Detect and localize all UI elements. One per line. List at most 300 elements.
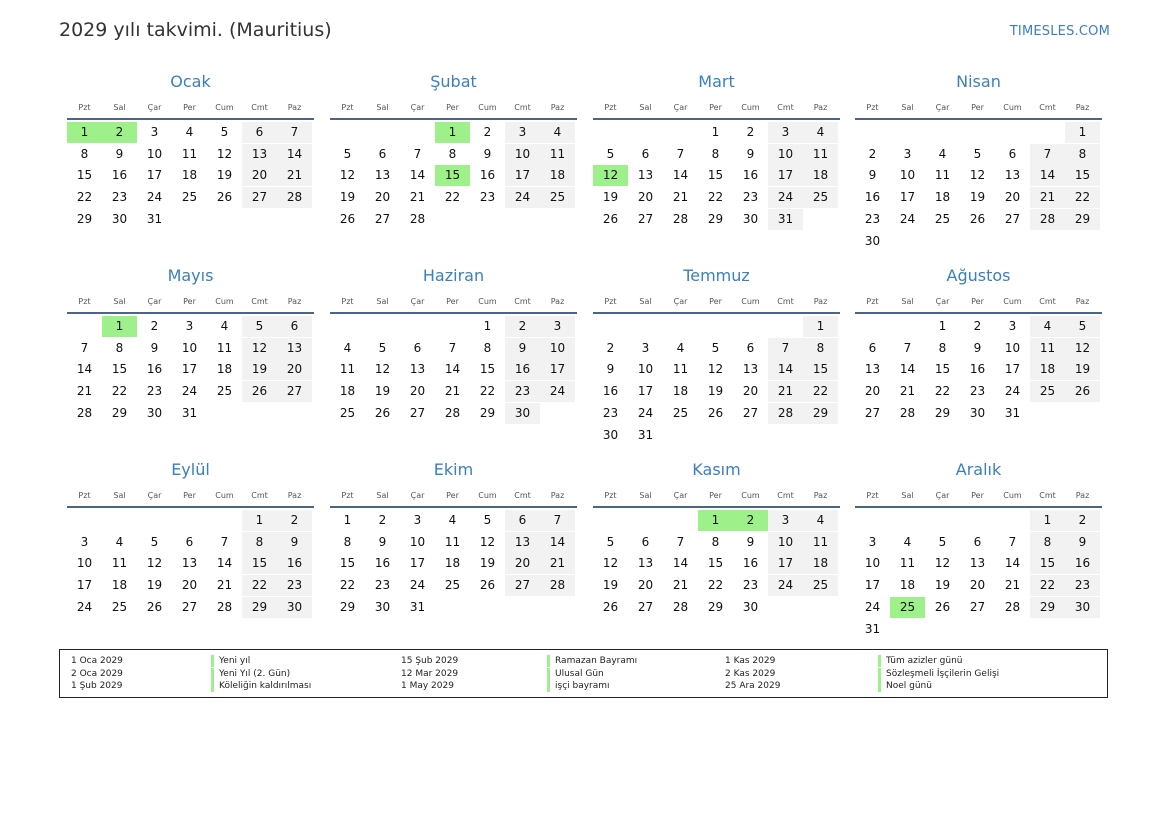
day-cell: 20: [1004, 190, 1021, 205]
day-cell: 11: [111, 556, 128, 571]
legend-holiday-name: Tüm azizler günü: [878, 655, 962, 667]
weekday-label: Paz: [550, 103, 565, 112]
day-cell: 26: [934, 599, 951, 614]
day-cell: 23: [969, 384, 986, 399]
day-cell: 5: [150, 534, 159, 549]
day-cell: 30: [864, 233, 881, 248]
weekday-label: Paz: [550, 297, 565, 306]
weekday-label: Sal: [901, 297, 914, 306]
day-cell: 21: [76, 384, 93, 399]
day-cell: 4: [220, 319, 229, 333]
weekday-label: Paz: [287, 491, 302, 500]
day-cell: 17: [181, 362, 198, 377]
day-cell: 25: [339, 405, 356, 420]
day-cell: 23: [602, 405, 619, 420]
day-cell: 18: [934, 190, 951, 205]
day-cell: 7: [1008, 534, 1017, 549]
day-cell: 27: [637, 211, 654, 226]
day-cell: 15: [707, 168, 724, 183]
day-cell: 11: [339, 362, 356, 377]
day-cell: 8: [343, 534, 352, 549]
weekday-label: Cmt: [251, 103, 268, 112]
day-cell: 17: [505, 165, 540, 186]
day-cell: 24: [637, 405, 654, 420]
day-cell: 22: [479, 384, 496, 399]
day-cell: 12: [146, 556, 163, 571]
day-cell: 5: [973, 146, 982, 161]
weekday-label: Pzt: [78, 103, 91, 112]
day-cell: 27: [374, 211, 391, 226]
day-cell: 4: [115, 534, 124, 549]
day-cell: 1: [938, 319, 947, 333]
day-cell: 29: [339, 599, 356, 614]
day-cell: 15: [934, 362, 951, 377]
day-cell: 1: [711, 125, 720, 139]
day-cell: 22: [1030, 575, 1065, 596]
weekday-header: [330, 297, 577, 309]
day-cell: 5: [220, 125, 229, 139]
day-cell: 28: [216, 599, 233, 614]
day-cell: 26: [339, 211, 356, 226]
weekday-label: Per: [709, 103, 722, 112]
weekday-label: Paz: [813, 103, 828, 112]
day-cell: 16: [1065, 553, 1100, 574]
day-cell: 25: [1030, 381, 1065, 402]
day-cell: 9: [973, 340, 982, 355]
day-cell: 7: [80, 340, 89, 355]
day-cell: 3: [80, 534, 89, 549]
weekday-label: Pzt: [604, 103, 617, 112]
day-cell: 3: [641, 340, 650, 355]
weekday-label: Cum: [741, 103, 760, 112]
legend-date: 1 Kas 2029: [725, 656, 776, 666]
weekday-label: Per: [183, 297, 196, 306]
day-cell: 12: [1065, 338, 1100, 359]
day-cell: 28: [277, 187, 312, 208]
weekday-label: Sal: [376, 103, 389, 112]
day-cell: 17: [409, 556, 426, 571]
legend-holiday-name: Yeni yıl: [211, 655, 250, 667]
month-name: Mayıs: [167, 266, 214, 285]
legend-date: 25 Ara 2029: [725, 681, 781, 691]
day-cell: 27: [181, 599, 198, 614]
day-cell: 3: [150, 125, 159, 139]
day-cell: 23: [505, 381, 540, 402]
day-cell: 13: [864, 362, 881, 377]
day-cell: 25: [540, 187, 575, 208]
day-cell: 15: [1030, 553, 1065, 574]
month-name: Nisan: [956, 72, 1001, 91]
day-cell: 15: [1065, 165, 1100, 186]
legend-date: 1 Şub 2029: [71, 681, 123, 691]
day-cell: 3: [185, 319, 194, 333]
day-cell: 16: [505, 359, 540, 380]
day-cell: 23: [479, 190, 496, 205]
day-cell: 19: [934, 578, 951, 593]
month-name: Haziran: [422, 266, 485, 285]
weekday-label: Pzt: [78, 491, 91, 500]
day-cell: 5: [711, 340, 720, 355]
day-cell: 24: [409, 578, 426, 593]
day-cell: 27: [505, 575, 540, 596]
weekday-label: Per: [709, 491, 722, 500]
holiday-day: 2: [102, 122, 137, 143]
day-cell: 12: [602, 556, 619, 571]
day-cell: 26: [1065, 381, 1100, 402]
day-cell: 29: [1065, 209, 1100, 230]
day-cell: 6: [746, 340, 755, 355]
weekday-label: Per: [709, 297, 722, 306]
weekday-label: Sal: [376, 491, 389, 500]
month-name: Ağustos: [946, 266, 1011, 285]
day-cell: 17: [637, 384, 654, 399]
legend-holiday-name: Noel günü: [878, 680, 932, 692]
month-name: Aralık: [955, 460, 1002, 479]
day-cell: 8: [938, 340, 947, 355]
legend-holiday-name: Ulusal Gün: [547, 668, 604, 680]
day-cell: 8: [711, 534, 720, 549]
weekday-label: Pzt: [341, 103, 354, 112]
holiday-day: 12: [593, 165, 628, 186]
day-cell: 5: [1065, 316, 1100, 337]
day-cell: 28: [672, 211, 689, 226]
day-cell: 31: [637, 427, 654, 442]
weekday-label: Cmt: [514, 103, 531, 112]
day-cell: 28: [76, 405, 93, 420]
day-cell: 15: [76, 168, 93, 183]
header-divider: [855, 118, 1102, 120]
weekday-label: Cum: [1003, 491, 1022, 500]
month-name: Kasım: [692, 460, 741, 479]
day-cell: 8: [803, 338, 838, 359]
weekday-label: Cmt: [1039, 297, 1056, 306]
header-divider: [593, 312, 840, 314]
day-cell: 16: [602, 384, 619, 399]
day-cell: 11: [899, 556, 916, 571]
day-cell: 6: [1008, 146, 1017, 161]
day-cell: 29: [76, 211, 93, 226]
day-cell: 9: [115, 146, 124, 161]
day-cell: 19: [602, 190, 619, 205]
day-cell: 9: [277, 532, 312, 553]
day-cell: 16: [374, 556, 391, 571]
day-cell: 19: [1065, 359, 1100, 380]
weekday-label: Cmt: [251, 491, 268, 500]
day-cell: 9: [1065, 532, 1100, 553]
day-cell: 22: [76, 190, 93, 205]
day-cell: 8: [711, 146, 720, 161]
weekday-label: Çar: [147, 297, 162, 306]
day-cell: 21: [216, 578, 233, 593]
day-cell: 22: [111, 384, 128, 399]
day-cell: 16: [146, 362, 163, 377]
day-cell: 20: [181, 578, 198, 593]
day-cell: 4: [1030, 316, 1065, 337]
header-divider: [855, 506, 1102, 508]
weekday-label: Cum: [741, 491, 760, 500]
day-cell: 14: [444, 362, 461, 377]
day-cell: 6: [641, 146, 650, 161]
month-name: Mart: [698, 72, 735, 91]
day-cell: 9: [150, 340, 159, 355]
header-divider: [593, 506, 840, 508]
weekday-header: [67, 103, 314, 115]
day-cell: 9: [746, 534, 755, 549]
weekday-label: Çar: [147, 103, 162, 112]
day-cell: 26: [242, 381, 277, 402]
weekday-label: Çar: [410, 103, 425, 112]
weekday-label: Paz: [1075, 103, 1090, 112]
day-cell: 2: [606, 340, 615, 355]
day-cell: 30: [1065, 597, 1100, 618]
day-cell: 31: [1004, 405, 1021, 420]
day-cell: 17: [768, 553, 803, 574]
day-cell: 11: [1030, 338, 1065, 359]
weekday-label: Cmt: [514, 297, 531, 306]
weekday-label: Pzt: [604, 491, 617, 500]
day-cell: 23: [864, 211, 881, 226]
day-cell: 21: [1030, 187, 1065, 208]
day-cell: 7: [676, 146, 685, 161]
weekday-label: Sal: [113, 103, 126, 112]
day-cell: 31: [181, 405, 198, 420]
day-cell: 30: [374, 599, 391, 614]
day-cell: 12: [374, 362, 391, 377]
day-cell: 17: [1004, 362, 1021, 377]
day-cell: 11: [934, 168, 951, 183]
header-divider: [330, 506, 577, 508]
day-cell: 25: [934, 211, 951, 226]
weekday-label: Sal: [639, 297, 652, 306]
day-cell: 15: [242, 553, 277, 574]
day-cell: 30: [277, 597, 312, 618]
page-title: 2029 yılı takvimi. (Mauritius): [59, 19, 332, 41]
day-cell: 13: [242, 144, 277, 165]
day-cell: 10: [76, 556, 93, 571]
day-cell: 14: [1004, 556, 1021, 571]
day-cell: 30: [111, 211, 128, 226]
header-divider: [330, 118, 577, 120]
day-cell: 22: [339, 578, 356, 593]
day-cell: 15: [111, 362, 128, 377]
day-cell: 20: [242, 165, 277, 186]
day-cell: 17: [899, 190, 916, 205]
day-cell: 26: [969, 211, 986, 226]
day-cell: 6: [973, 534, 982, 549]
day-cell: 2: [868, 146, 877, 161]
legend-date: 12 Mar 2029: [401, 668, 459, 679]
weekday-label: Sal: [901, 491, 914, 500]
day-cell: 6: [185, 534, 194, 549]
day-cell: 14: [76, 362, 93, 377]
weekday-header: [593, 103, 840, 115]
day-cell: 2: [378, 513, 387, 527]
day-cell: 5: [343, 146, 352, 161]
day-cell: 25: [803, 187, 838, 208]
day-cell: 1: [803, 316, 838, 337]
day-cell: 29: [934, 405, 951, 420]
day-cell: 19: [374, 384, 391, 399]
day-cell: 4: [448, 513, 457, 527]
day-cell: 13: [409, 362, 426, 377]
day-cell: 10: [637, 362, 654, 377]
day-cell: 14: [1030, 165, 1065, 186]
day-cell: 11: [181, 146, 198, 161]
day-cell: 7: [413, 146, 422, 161]
day-cell: 30: [742, 599, 759, 614]
day-cell: 22: [707, 578, 724, 593]
day-cell: 24: [540, 381, 575, 402]
day-cell: 19: [146, 578, 163, 593]
day-cell: 21: [899, 384, 916, 399]
day-cell: 1: [343, 513, 352, 527]
day-cell: 11: [444, 534, 461, 549]
day-cell: 24: [899, 211, 916, 226]
day-cell: 20: [374, 190, 391, 205]
header-divider: [67, 506, 314, 508]
day-cell: 18: [540, 165, 575, 186]
day-cell: 5: [378, 340, 387, 355]
day-cell: 27: [1004, 211, 1021, 226]
weekday-label: Paz: [813, 491, 828, 500]
day-cell: 3: [903, 146, 912, 161]
day-cell: 26: [602, 599, 619, 614]
header-divider: [855, 312, 1102, 314]
weekday-label: Cum: [478, 297, 497, 306]
day-cell: 16: [111, 168, 128, 183]
day-cell: 25: [444, 578, 461, 593]
day-cell: 29: [111, 405, 128, 420]
day-cell: 24: [768, 575, 803, 596]
day-cell: 10: [768, 144, 803, 165]
day-cell: 14: [672, 168, 689, 183]
day-cell: 23: [742, 190, 759, 205]
day-cell: 6: [378, 146, 387, 161]
day-cell: 4: [938, 146, 947, 161]
day-cell: 13: [1004, 168, 1021, 183]
day-cell: 24: [768, 187, 803, 208]
weekday-header: [593, 491, 840, 503]
day-cell: 26: [146, 599, 163, 614]
day-cell: 28: [1030, 209, 1065, 230]
weekday-label: Cum: [215, 103, 234, 112]
day-cell: 6: [868, 340, 877, 355]
day-cell: 6: [505, 510, 540, 531]
day-cell: 18: [339, 384, 356, 399]
weekday-label: Paz: [813, 297, 828, 306]
day-cell: 13: [374, 168, 391, 183]
day-cell: 21: [768, 381, 803, 402]
weekday-label: Per: [183, 103, 196, 112]
day-cell: 12: [242, 338, 277, 359]
day-cell: 24: [76, 599, 93, 614]
day-cell: 29: [242, 597, 277, 618]
day-cell: 19: [602, 578, 619, 593]
weekday-label: Per: [971, 491, 984, 500]
day-cell: 3: [413, 513, 422, 527]
day-cell: 20: [505, 553, 540, 574]
day-cell: 25: [111, 599, 128, 614]
day-cell: 23: [742, 578, 759, 593]
header-divider: [67, 312, 314, 314]
day-cell: 11: [216, 340, 233, 355]
day-cell: 31: [768, 209, 803, 230]
day-cell: 25: [181, 190, 198, 205]
day-cell: 18: [1030, 359, 1065, 380]
month-name: Ekim: [433, 460, 474, 479]
site-link[interactable]: TIMESLES.COM: [1009, 24, 1110, 39]
day-cell: 28: [1004, 599, 1021, 614]
weekday-label: Çar: [410, 491, 425, 500]
weekday-label: Çar: [673, 103, 688, 112]
day-cell: 8: [80, 146, 89, 161]
day-cell: 27: [242, 187, 277, 208]
holiday-day: 1: [67, 122, 102, 143]
day-cell: 6: [242, 122, 277, 143]
day-cell: 9: [483, 146, 492, 161]
legend-holiday-name: Sözleşmeli İşçilerin Gelişi: [878, 668, 999, 680]
day-cell: 17: [768, 165, 803, 186]
day-cell: 7: [220, 534, 229, 549]
day-cell: 13: [742, 362, 759, 377]
day-cell: 7: [448, 340, 457, 355]
weekday-label: Cmt: [1039, 103, 1056, 112]
weekday-label: Paz: [1075, 297, 1090, 306]
day-cell: 27: [409, 405, 426, 420]
day-cell: 26: [602, 211, 619, 226]
day-cell: 29: [479, 405, 496, 420]
day-cell: 6: [277, 316, 312, 337]
day-cell: 11: [672, 362, 689, 377]
day-cell: 27: [637, 599, 654, 614]
day-cell: 1: [242, 510, 277, 531]
day-cell: 7: [1030, 144, 1065, 165]
day-cell: 4: [903, 534, 912, 549]
day-cell: 9: [868, 168, 877, 183]
day-cell: 22: [934, 384, 951, 399]
weekday-label: Per: [446, 103, 459, 112]
day-cell: 10: [181, 340, 198, 355]
weekday-label: Pzt: [866, 103, 879, 112]
weekday-label: Sal: [639, 491, 652, 500]
day-cell: 20: [277, 359, 312, 380]
holiday-day: 1: [102, 316, 137, 337]
day-cell: 18: [216, 362, 233, 377]
day-cell: 15: [707, 556, 724, 571]
day-cell: 10: [540, 338, 575, 359]
day-cell: 21: [444, 384, 461, 399]
weekday-label: Per: [183, 491, 196, 500]
day-cell: 26: [374, 405, 391, 420]
weekday-label: Pzt: [78, 297, 91, 306]
day-cell: 15: [339, 556, 356, 571]
day-cell: 3: [868, 534, 877, 549]
day-cell: 29: [707, 211, 724, 226]
day-cell: 5: [938, 534, 947, 549]
day-cell: 8: [242, 532, 277, 553]
weekday-label: Çar: [935, 103, 950, 112]
day-cell: 31: [146, 211, 163, 226]
day-cell: 18: [803, 553, 838, 574]
weekday-label: Per: [446, 297, 459, 306]
day-cell: 21: [277, 165, 312, 186]
day-cell: 4: [803, 510, 838, 531]
day-cell: 16: [742, 168, 759, 183]
day-cell: 21: [409, 190, 426, 205]
day-cell: 5: [606, 146, 615, 161]
day-cell: 19: [707, 384, 724, 399]
day-cell: 18: [111, 578, 128, 593]
